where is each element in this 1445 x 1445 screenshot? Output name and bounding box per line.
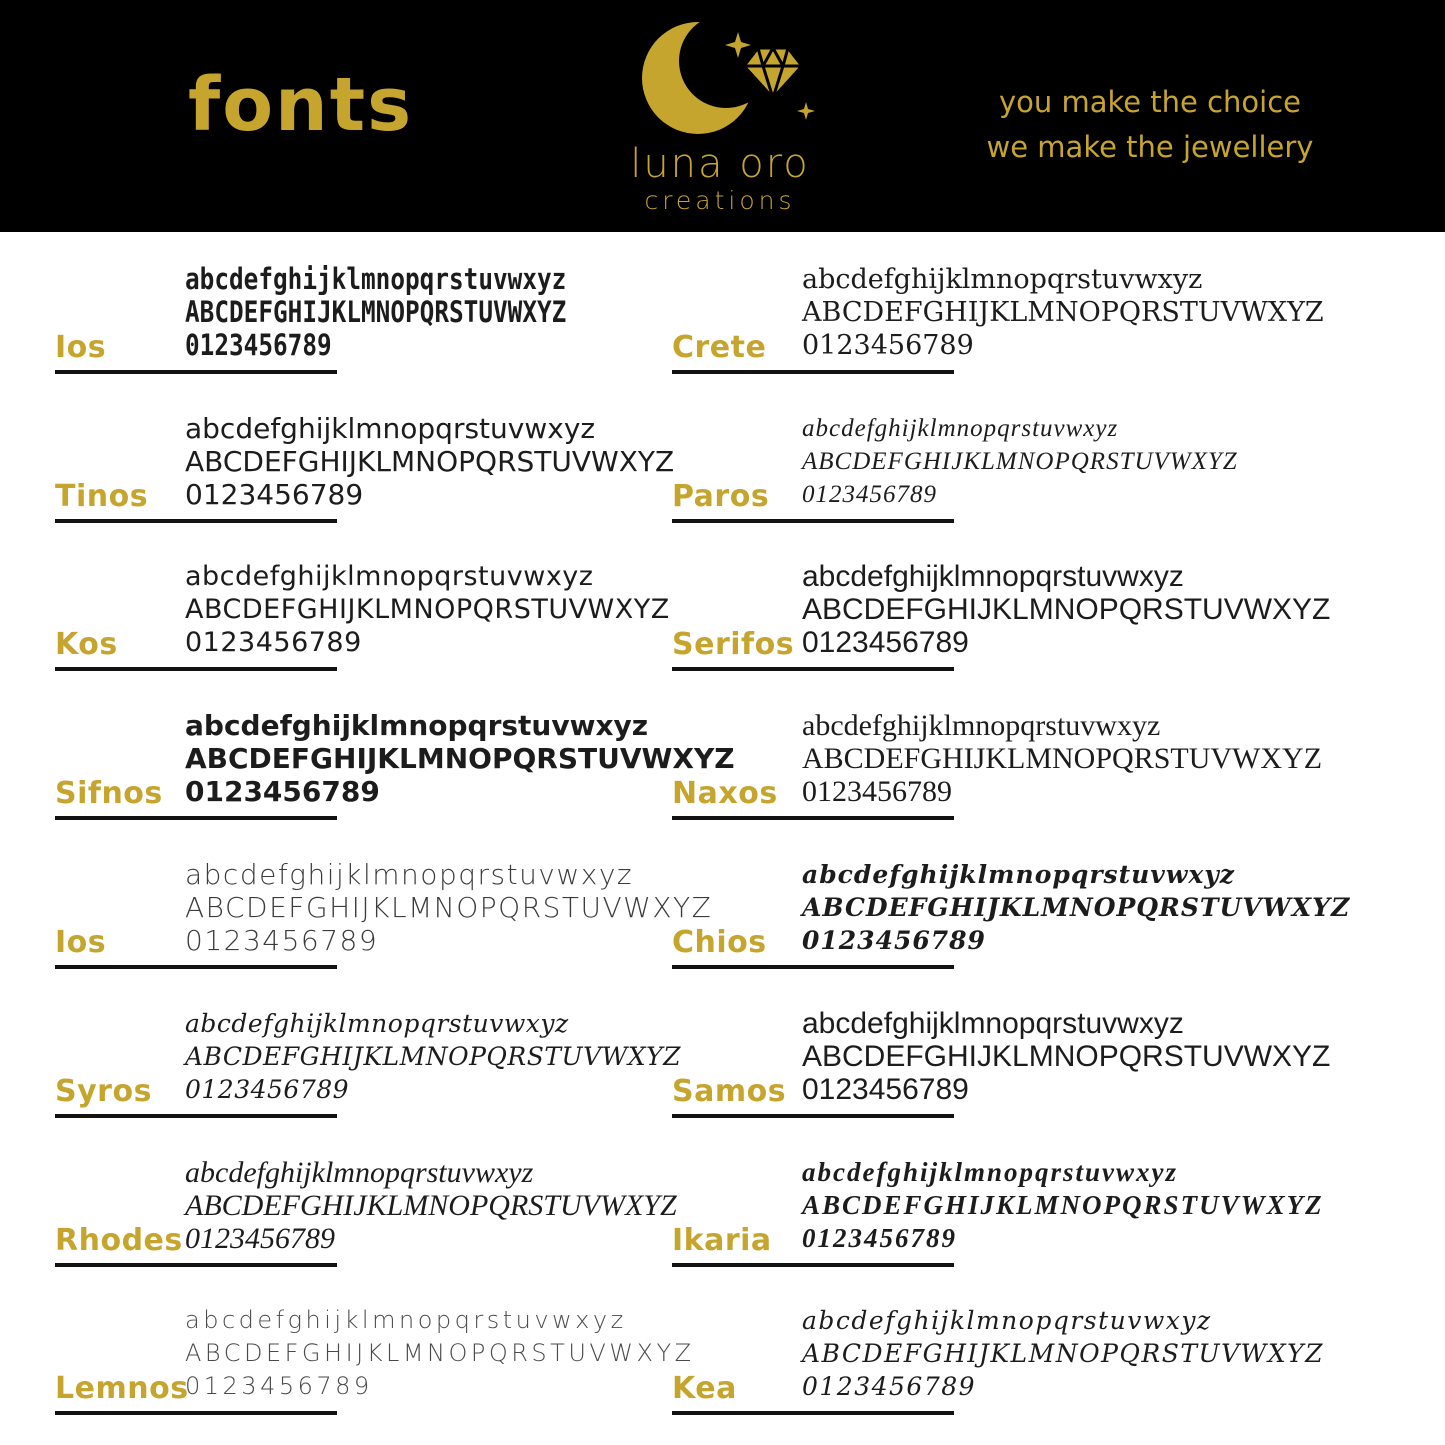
font-sample (185, 1007, 681, 1106)
sample-uppercase: ABCDEFGHIJKLMNOPQRSTUVWXYZ (185, 1188, 677, 1222)
sample-uppercase: ABCDEFGHIJKLMNOPQRSTUVWXYZ (185, 444, 675, 478)
font-sample (185, 560, 670, 659)
sample-uppercase: ABCDEFGHIJKLMNOPQRSTUVWXYZ (185, 890, 713, 924)
tagline (985, 80, 1315, 170)
font-sample-row (672, 1142, 1324, 1291)
font-sample-row (55, 1291, 695, 1440)
row-underline (672, 1263, 954, 1267)
sample-digits: 0123456789 (802, 1372, 977, 1402)
sample-lowercase: abcdefghijklmnopqrstuvwxyz (185, 1155, 534, 1189)
sample-uppercase: ABCDEFGHIJKLMNOPQRSTUVWXYZ (185, 294, 567, 329)
sample-digits: 0123456789 (802, 925, 986, 955)
row-underline (55, 667, 337, 671)
font-sample (185, 263, 566, 362)
font-name-label: Lemnos (55, 1371, 189, 1407)
font-sample-row (672, 993, 1331, 1142)
sample-digits: 0123456789 (185, 1221, 335, 1255)
sparkle-icon (797, 102, 815, 120)
sample-uppercase: ABCDEFGHIJKLMNOPQRSTUVWXYZ (802, 1039, 1331, 1073)
font-sample (185, 709, 735, 808)
sample-digits: 0123456789 (185, 477, 364, 511)
sample-lowercase: abcdefghijklmnopqrstuvwxyz (185, 709, 649, 743)
row-underline (672, 519, 954, 523)
sample-uppercase: ABCDEFGHIJKLMNOPQRSTUVWXYZ (802, 1339, 1325, 1369)
sample-uppercase: ABCDEFGHIJKLMNOPQRSTUVWXYZ (802, 1189, 1324, 1220)
sample-lowercase: abcdefghijklmnopqrstuvwxyz (802, 709, 1161, 743)
sample-lowercase: abcdefghijklmnopqrstuvwxyz (185, 411, 596, 445)
row-underline (672, 667, 954, 671)
sample-digits: 0123456789 (185, 627, 362, 659)
font-name-label: Samos (672, 1073, 787, 1109)
row-underline (55, 519, 337, 523)
sample-digits: 0123456789 (802, 329, 974, 361)
brand-name: luna oro (630, 141, 810, 187)
font-sample-row (55, 844, 713, 993)
font-sample-row (55, 398, 675, 547)
sample-uppercase: ABCDEFGHIJKLMNOPQRSTUVWXYZ (802, 892, 1351, 922)
font-column-right (672, 249, 1351, 1439)
font-sample-row (672, 547, 1331, 696)
brand-subtitle: creations (644, 186, 796, 215)
sample-lowercase: abcdefghijklmnopqrstuvwxyz (185, 1306, 627, 1335)
font-sample-row (672, 249, 1324, 398)
font-name-label: Ios (55, 924, 107, 960)
sample-digits: 0123456789 (802, 775, 952, 809)
font-sample (802, 1007, 1330, 1106)
font-name-label: Crete (672, 329, 767, 365)
sample-digits: 0123456789 (802, 480, 937, 508)
sample-digits: 0123456789 (802, 1072, 969, 1106)
sample-uppercase: ABCDEFGHIJKLMNOPQRSTUVWXYZ (185, 1339, 695, 1368)
font-name-label: Ios (55, 329, 107, 365)
font-sample (802, 1156, 1324, 1255)
font-sample (802, 858, 1350, 957)
row-underline (672, 816, 954, 820)
tagline-line-2: we make the jewellery (986, 130, 1314, 164)
sample-uppercase: ABCDEFGHIJKLMNOPQRSTUVWXYZ (802, 296, 1324, 328)
sample-lowercase: abcdefghijklmnopqrstuvwxyz (802, 1306, 1212, 1336)
sample-uppercase: ABCDEFGHIJKLMNOPQRSTUVWXYZ (802, 447, 1238, 475)
sample-digits: 0123456789 (185, 1372, 373, 1401)
row-underline (672, 965, 954, 969)
font-sample-row (672, 844, 1351, 993)
sample-digits: 0123456789 (185, 327, 332, 362)
font-name-label: Syros (55, 1073, 152, 1109)
font-name-label: Ikaria (672, 1222, 772, 1258)
sample-lowercase: abcdefghijklmnopqrstuvwxyz (802, 560, 1184, 594)
page-title: fonts (188, 62, 414, 148)
font-sample (802, 560, 1330, 659)
sample-lowercase: abcdefghijklmnopqrstuvwxyz (802, 263, 1203, 295)
sample-uppercase: ABCDEFGHIJKLMNOPQRSTUVWXYZ (185, 594, 670, 626)
row-underline (672, 1411, 954, 1415)
row-underline (672, 1114, 954, 1118)
sample-lowercase: abcdefghijklmnopqrstuvwxyz (802, 859, 1235, 889)
crescent-moon-with-diamond-icon (620, 14, 820, 142)
sample-uppercase: ABCDEFGHIJKLMNOPQRSTUVWXYZ (802, 593, 1331, 627)
font-name-label: Rhodes (55, 1222, 183, 1258)
sample-uppercase: ABCDEFGHIJKLMNOPQRSTUVWXYZ (185, 742, 735, 776)
sample-uppercase: ABCDEFGHIJKLMNOPQRSTUVWXYZ (802, 742, 1323, 776)
font-name-label: Sifnos (55, 776, 163, 812)
sample-lowercase: abcdefghijklmnopqrstuvwxyz (185, 261, 567, 296)
tagline-line-1: you make the choice (998, 85, 1302, 119)
row-underline (672, 370, 954, 374)
sample-lowercase: abcdefghijklmnopqrstuvwxyz (185, 1008, 569, 1038)
font-sample-row (55, 547, 672, 696)
font-sample-row (55, 249, 672, 398)
sample-digits: 0123456789 (802, 626, 969, 660)
font-name-label: Kos (55, 627, 118, 663)
font-sample-row (672, 398, 1289, 547)
font-name-label: Kea (672, 1371, 737, 1407)
row-underline (55, 1263, 337, 1267)
font-sample (802, 263, 1324, 362)
font-name-label: Paros (672, 478, 770, 514)
font-sample (185, 1304, 695, 1403)
font-name-label: Chios (672, 924, 767, 960)
sample-digits: 0123456789 (185, 775, 380, 809)
sample-digits: 0123456789 (802, 1222, 957, 1253)
font-sample-row (55, 993, 682, 1142)
row-underline (55, 370, 337, 374)
font-sample (185, 1156, 677, 1255)
row-underline (55, 1114, 337, 1118)
row-underline (55, 965, 337, 969)
row-underline (55, 1411, 337, 1415)
font-sample-row (672, 695, 1323, 844)
font-sample (802, 709, 1322, 808)
font-name-label: Serifos (672, 627, 795, 663)
font-list (55, 249, 1351, 1439)
font-sample (802, 1304, 1324, 1403)
font-sample-row (672, 1291, 1325, 1440)
font-name-label: Tinos (55, 478, 149, 514)
sample-lowercase: abcdefghijklmnopqrstuvwxyz (185, 561, 594, 593)
sample-digits: 0123456789 (185, 923, 379, 957)
sample-digits: 0123456789 (185, 1074, 350, 1104)
font-sample (185, 412, 674, 511)
font-name-label: Naxos (672, 776, 778, 812)
sample-lowercase: abcdefghijklmnopqrstuvwxyz (802, 1006, 1184, 1040)
font-sample (185, 858, 712, 957)
sample-lowercase: abcdefghijklmnopqrstuvwxyz (802, 1156, 1179, 1187)
sample-uppercase: ABCDEFGHIJKLMNOPQRSTUVWXYZ (185, 1041, 682, 1071)
font-sample-row (55, 1142, 677, 1291)
sample-lowercase: abcdefghijklmnopqrstuvwxyz (802, 414, 1119, 442)
sample-lowercase: abcdefghijklmnopqrstuvwxyz (185, 857, 634, 891)
row-underline (55, 816, 337, 820)
header-banner (0, 0, 1445, 232)
font-sample (802, 412, 1238, 511)
brand-logo (600, 14, 840, 216)
